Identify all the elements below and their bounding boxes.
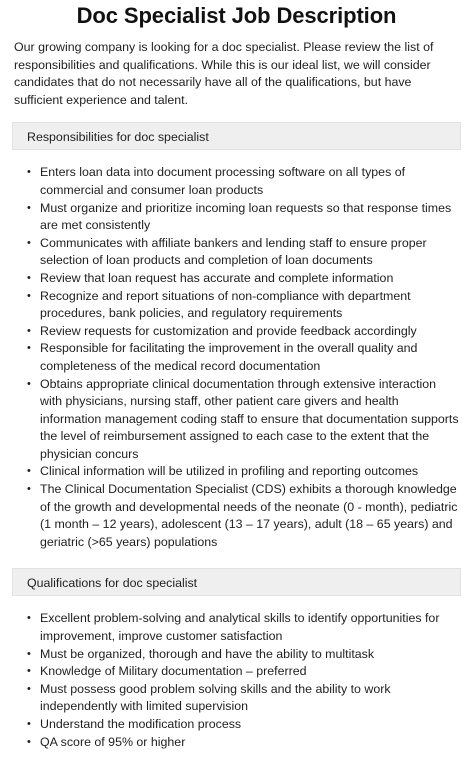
bullet-icon: •	[27, 236, 31, 249]
bullet-icon: •	[27, 166, 31, 179]
list-item	[12, 200, 461, 235]
bullet-icon: •	[27, 465, 31, 478]
list-item	[12, 463, 461, 481]
qualifications-section-header: Qualifications for doc specialist	[12, 568, 461, 596]
bullet-icon: •	[27, 377, 31, 390]
bullet-icon: •	[27, 647, 31, 660]
list-item	[12, 164, 461, 199]
list-item-text: Enters loan data into document processing software on all types of commercial and consumer loan products	[40, 165, 406, 197]
bullet-icon: •	[27, 271, 31, 284]
list-item	[12, 340, 461, 375]
bullet-icon: •	[27, 342, 31, 355]
list-item	[12, 610, 461, 645]
bullet-icon: •	[27, 483, 31, 496]
responsibilities-list	[12, 164, 461, 551]
list-item-text: Communicates with affiliate bankers and lending staff to ensure proper selection of loan products and completion of loan documents	[40, 235, 427, 268]
list-item-text: Excellent problem-solving and analytical skills to identify opportunities for improvement, improve customer satisfaction	[40, 611, 440, 644]
list-item	[12, 288, 461, 323]
list-item-text: Must be organized, thorough and have the ability to multitask	[40, 646, 375, 661]
list-item	[12, 681, 461, 716]
list-item-text: Review requests for customization and provide feedback accordingly	[40, 323, 417, 338]
list-item-text: Review that loan request has accurate and complete information	[40, 270, 394, 285]
list-item-text: QA score of 95% or higher	[40, 734, 186, 749]
list-item	[12, 323, 461, 341]
bullet-icon: •	[27, 735, 31, 748]
list-item-text: Must possess good problem solving skills and the ability to work independently with limited supervision	[40, 681, 391, 714]
bullet-icon: •	[27, 665, 31, 678]
bullet-icon: •	[27, 682, 31, 695]
bullet-icon: •	[27, 612, 31, 625]
list-item-text: Clinical information will be utilized in profiling and reporting outcomes	[40, 464, 419, 479]
bullet-icon: •	[27, 289, 31, 302]
bullet-icon: •	[27, 718, 31, 730]
list-item-text: Responsible for facilitating the improvement in the overall quality and completeness of the medical record documentation	[40, 341, 418, 373]
list-item-text: Obtains appropriate clinical documentation through extensive interaction with physicians, nursing staff, other patient care givers and health information management coding staff to ensure that documentation supports the level of reimbursement assigned to each case to the extent that the physician concurs	[40, 376, 459, 461]
list-item	[12, 481, 461, 551]
list-item-text: Understand the modification process	[40, 717, 242, 731]
page-title: Doc Specialist Job Description	[76, 3, 397, 28]
list-item	[12, 663, 461, 681]
list-item	[12, 734, 461, 752]
intro-paragraph: Our growing company is looking for a doc specialist. Please review the list of responsibilities and qualifications. While this is our ideal list, we will consider candidates that do not necessarily have all of the qualifications, but have sufficient experience and talent.	[14, 40, 434, 107]
qualifications-list	[12, 610, 461, 751]
list-item	[12, 646, 461, 664]
bullet-icon: •	[27, 201, 31, 214]
bullet-icon: •	[27, 324, 31, 337]
list-item-text: The Clinical Documentation Specialist (CDS) exhibits a thorough knowledge of the growth and developmental needs of the neonate (0 - month), pediatric (1 month – 12 years), adolescent (13 – 17 years), adult (18 – 65 years) and geriatric (>65 years) populations	[40, 482, 458, 549]
list-item	[12, 716, 461, 734]
responsibilities-section-header: Responsibilities for doc specialist	[12, 122, 461, 150]
list-item	[12, 270, 461, 288]
list-item-text: Must organize and prioritize incoming loan requests so that response times are met consistently	[40, 200, 452, 233]
list-item-text: Recognize and report situations of non-compliance with department procedures, bank policies, and regulatory requirements	[40, 288, 411, 321]
list-item	[12, 376, 461, 464]
list-item	[12, 235, 461, 270]
list-item-text: Knowledge of Military documentation – preferred	[40, 664, 307, 679]
